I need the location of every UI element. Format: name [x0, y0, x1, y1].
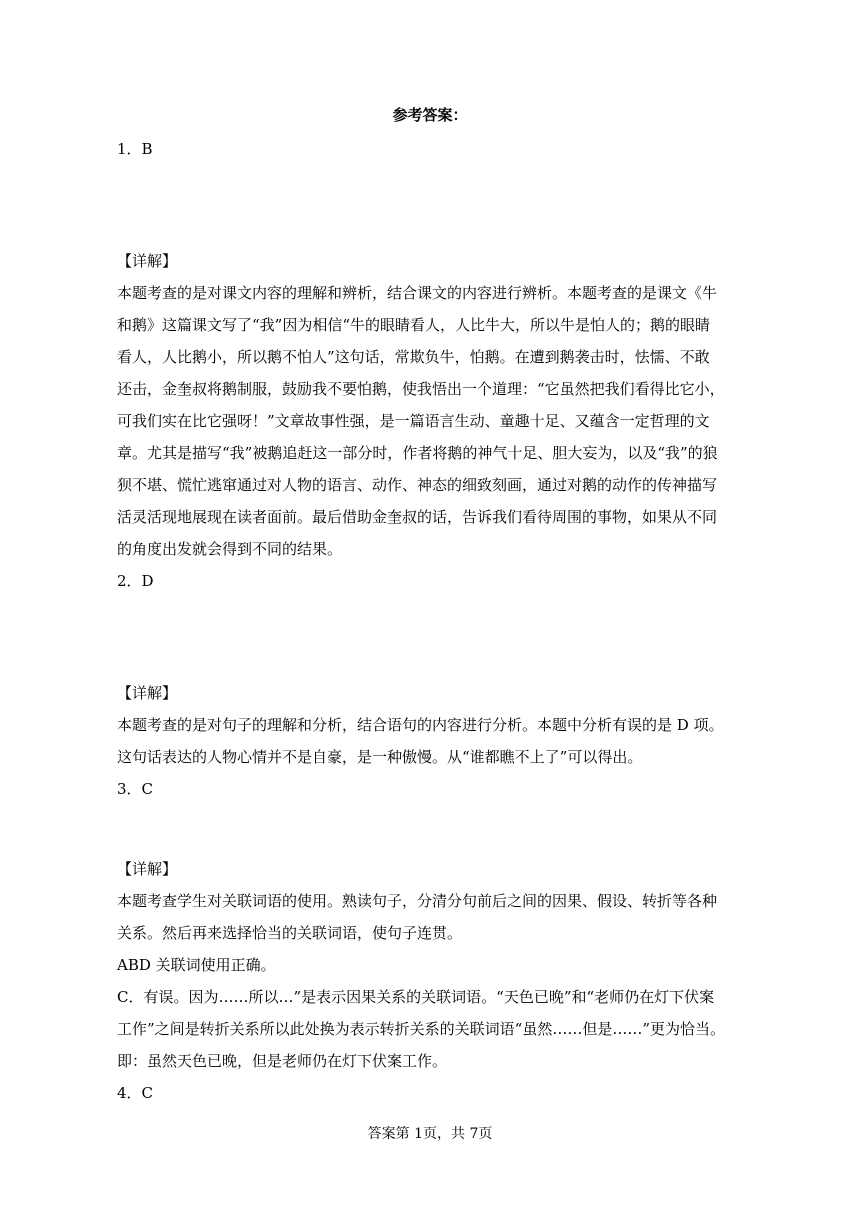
text-line: 章。尤其是描写“我”被鹅追赶这一部分时，作者将鹅的神气十足、胆大妄为，以及“我”的狼: [117, 444, 718, 462]
text-line: ABD 关联词使用正确。: [117, 956, 276, 974]
text-line: 关系。然后再来选择恰当的关联词语，使句子连贯。: [117, 924, 463, 942]
text-line: 工作”之间是转折关系所以此处换为表示转折关系的关联词语“虽然……但是……”更为恰当。: [117, 1020, 726, 1038]
text-line: 的角度出发就会得到不同的结果。: [117, 540, 343, 558]
answer-2-explanation: [117, 709, 740, 773]
page-title: 参考答案：: [392, 106, 468, 124]
answer-3-detail-label: 【详解】: [117, 860, 178, 878]
answer-3-explanation: [117, 885, 740, 1077]
text-line: 和鹅》这篇课文写了“我”因为相信“牛的眼睛看人，人比牛大，所以牛是怕人的；鹅的眼睛: [117, 316, 711, 334]
text-line: C．有误。因为……所以…”是表示因果关系的关联词语。“天色已晚”和“老师仍在灯下伏案: [117, 988, 715, 1006]
text-line: 可我们实在比它强呀！”文章故事性强，是一篇语言生动、童趣十足、又蕴含一定哲理的文: [117, 412, 710, 430]
spacer: [117, 165, 740, 245]
text-line: 即：虽然天色已晚，但是老师仍在灯下伏案工作。: [117, 1052, 448, 1070]
answer-2-detail-label: 【详解】: [117, 684, 178, 702]
text-line: 本题考查学生对关联词语的使用。熟读句子，分清分句前后之间的因果、假设、转折等各种: [117, 892, 718, 910]
answer-2-number: 2．D: [117, 572, 154, 590]
text-line: 这句话表达的人物心情并不是自豪，是一种傲慢。从“谁都瞧不上了”可以得出。: [117, 748, 643, 766]
spacer: [117, 805, 740, 853]
text-line: 狈不堪、慌忙逃窜通过对人物的语言、动作、神态的细致刻画，通过对鹅的动作的传神描写: [117, 476, 718, 494]
spacer: [117, 597, 740, 677]
answer-4-number: 4．C: [117, 1084, 154, 1102]
answer-1-detail-label: 【详解】: [117, 252, 178, 270]
answer-1-explanation: [117, 277, 740, 565]
text-line: 本题考查的是对课文内容的理解和辨析，结合课文的内容进行辨析。本题考查的是课文《牛: [117, 284, 718, 302]
answer-3-number: 3．C: [117, 780, 154, 798]
text-line: 活灵活现地展现在读者面前。最后借助金奎叔的话，告诉我们看待周围的事物，如果从不同: [117, 508, 718, 526]
text-line: 看人，人比鹅小，所以鹅不怕人”这句话，常欺负牛，怕鹅。在遭到鹅袭击时，怯懦、不敢: [117, 348, 710, 366]
answer-content: [117, 133, 740, 1109]
text-line: 还击，金奎叔将鹅制服，鼓励我不要怕鹅，使我悟出一个道理：“它虽然把我们看得比它小，: [117, 380, 725, 398]
answer-1-number: 1．B: [117, 140, 153, 158]
page-footer: 答案第 1页，共 7页: [367, 1126, 493, 1142]
text-line: 本题考查的是对句子的理解和分析，结合语句的内容进行分析。本题中分析有误的是 D 项。: [117, 716, 724, 734]
